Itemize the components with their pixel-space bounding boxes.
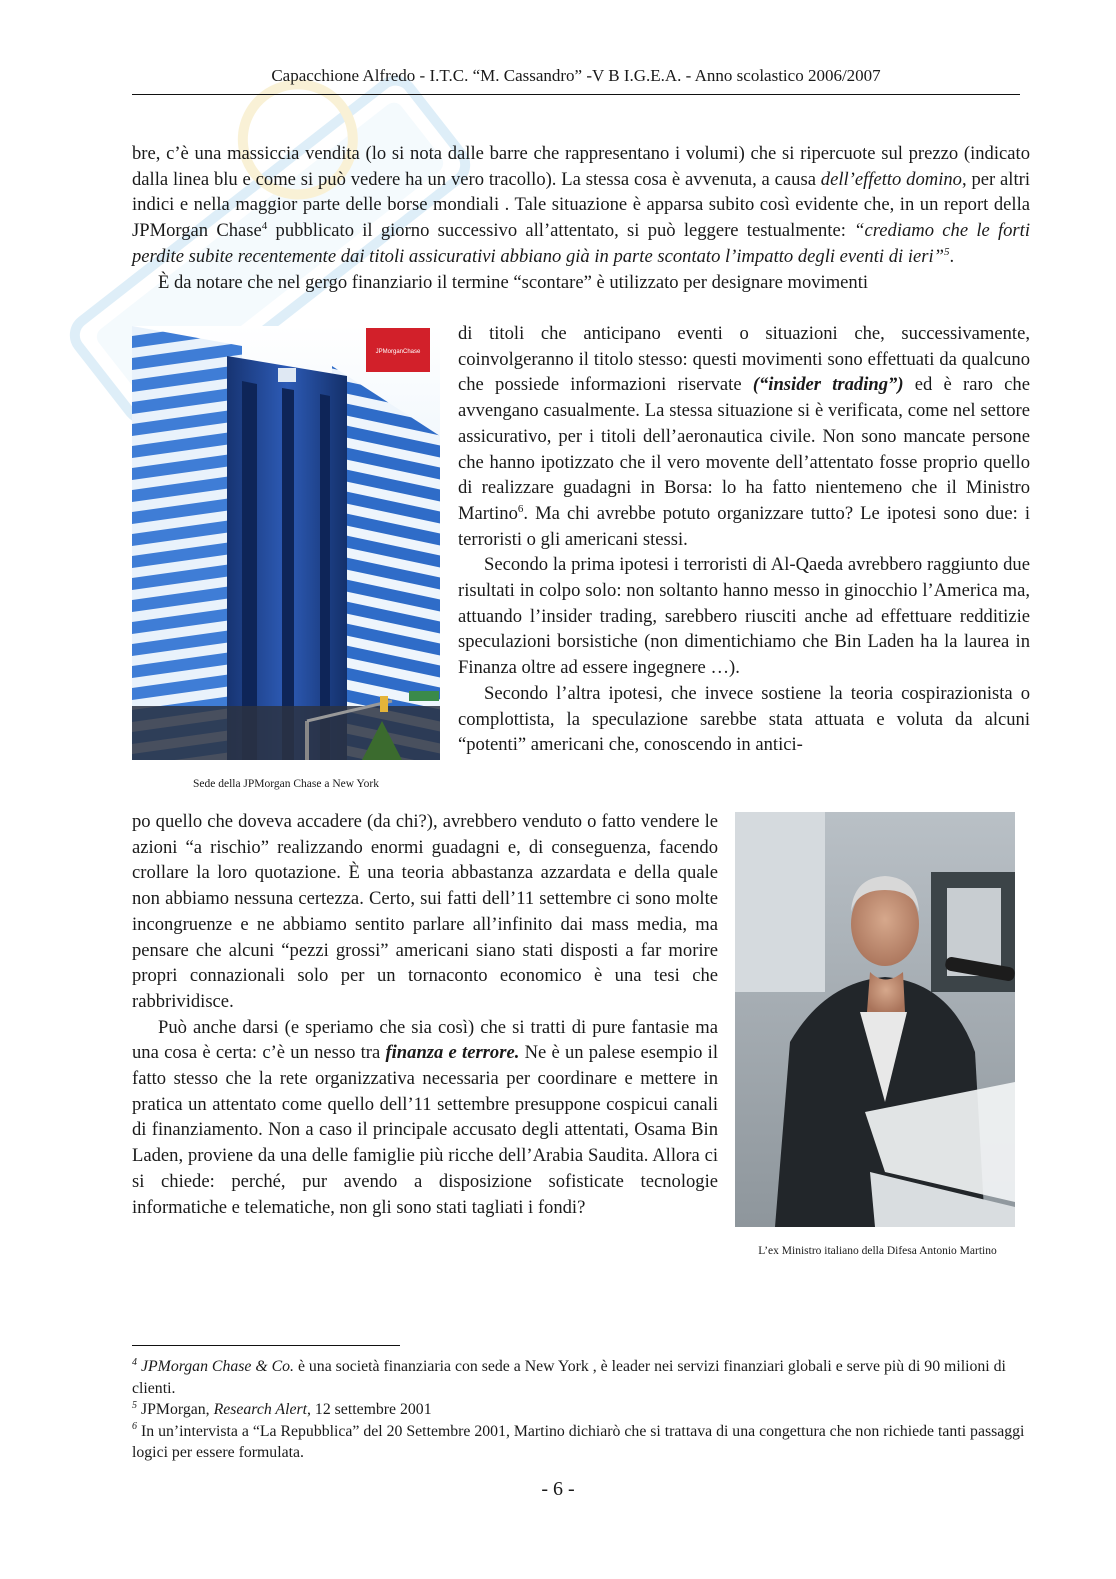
paragraph-5: Può anche darsi (e speriamo che sia così) che si tratti di pure fantasie ma una cosa è certa: c’è un nesso tra finanza e terrore. Ne è un palese esempio il fatto stesso che la rete organizzativa necessaria per coordinare e mettere in pratica un attentato come quello dell’11 settembre presuppone cospicui canali di finanziamento. Non a caso il principale accusato degli attentati, Osama Bin Laden, proviene da una delle famiglie più ricche dell’Arabia Saudita. Allora ci si chiede: perché, pur avendo a disposizione sofisticate tecnologie informatiche e telematiche, non gli sono stati tagliati i fondi?	[132, 1016, 718, 1218]
jpmorgan-building-photo	[132, 326, 440, 760]
paragraph-3: Secondo la prima ipotesi i terroristi di Al-Qaeda avrebbero raggiunto due risultati in colpo solo: non soltanto hanno messo in ginocchio l’America ma, attuando l’insider trading, sarebbero riusciti anche ad effettuare redditizie speculazioni borsistiche (non dimentichiamo che Bin Laden ha la laurea in Finanza oltre ad essere ingegnere …).	[458, 554, 1030, 679]
footnotes	[132, 1356, 1030, 1464]
jpmorgan-logo-text: JPMorganChase	[375, 349, 421, 355]
paragraph-4: Secondo l’altra ipotesi, che invece sostiene la teoria cospirazionista o complottista, la speculazione sarebbe stata attuata e voluta da alcuni “potenti” americani che, conoscendo in antici-	[458, 682, 1030, 756]
paragraph-1: bre, c’è una massiccia vendita (lo si nota dalle barre che rappresentano i volumi) che si ripercuote sul prezzo (indicato dalla linea blu e come si può vedere ha un vero tracollo). La stessa cosa è avvenuta, a causa dell’effetto domino, per altri indici e nella maggior parte delle borse mondiali . Tale situazione è apparsa subito così evidente che, in un report della JPMorgan Chase$^4$ pubblicato il giorno successivo all’attentato, si può leggere testualmente: “crediamo che le forti perdite subite recentemente dai titoli assicurativi abbiano già in parte scontato l’impatto degli eventi di ieri”$^5$.	[132, 143, 1031, 267]
paragraph-4-continued: po quello che doveva accadere (da chi?), avrebbero venduto o fatto vendere le azioni “a rischio” realizzando enormi guadagni e, di conseguenza, facendo crollare la loro quotazione. È una teoria abbastanza azzardata e della quale non abbiamo nessuna certezza. Certo, sui fatti dell’11 settembre ci sono molte incongruenze e ne abbiamo sentito parlare all’infinito dai mass media, ma pensare che alcuni “pezzi grossi” americani siano stati disposti a far morire propri connazionali solo per un tornaconto economico è una tesi che rabbrividisce.	[132, 811, 718, 1012]
footnote-4: $^4$ JPMorgan Chase & Co. è una società finanziaria con sede a New York , è leader nei servizi finanziari globali e serve più di 90 milioni di clienti.	[132, 1356, 1006, 1397]
footnote-divider	[132, 1345, 400, 1346]
footnote-6: $^6$ In un’intervista a “La Repubblica” del 20 Settembre 2001, Martino dichiarò che si trattava di una congettura che non richiede tanti passaggi logici per essere formulata.	[132, 1421, 1025, 1461]
building-caption: Sede della JPMorgan Chase a New York	[192, 778, 379, 790]
intro-text	[132, 141, 1030, 295]
minister-martino-photo	[735, 812, 1015, 1227]
right-column-text	[458, 321, 1030, 758]
left-column-text	[132, 809, 718, 1220]
footnote-5: $^5$ JPMorgan, Research Alert, 12 settembre 2001	[132, 1399, 432, 1418]
paragraph-2-continued: di titoli che anticipano eventi o situazioni che, successivamente, coinvolgeranno il titolo stesso: questi movimenti sono effettuati da qualcuno che possiede informazioni riservate (“insider trading”) ed è raro che avvengano casualmente. La stessa situazione si è verificata, come nel settore assicurativo, per i titoli dell’aeronautica civile. Non sono mancate persone che hanno ipotizzato che il vero movente dell’attentato fosse proprio quello di realizzare guadagni in Borsa: lo ha fatto nientemeno che il Ministro Martino$^6$. Ma chi avrebbe potuto organizzare tutto? Le ipotesi sono due: i terroristi o gli americani stessi.	[458, 323, 1030, 550]
header-text: Capacchione Alfredo - I.T.C. “M. Cassandro” -V B I.G.E.A. - Anno scolastico 2006/2007	[271, 66, 881, 85]
page-header	[132, 66, 1020, 95]
minister-caption: L’ex Ministro italiano della Difesa Antonio Martino	[758, 1245, 997, 1257]
paragraph-2-first-line: È da notare che nel gergo finanziario il termine “scontare” è utilizzato per designare movimenti	[158, 271, 869, 293]
page-number: - 6 -	[541, 1478, 575, 1500]
